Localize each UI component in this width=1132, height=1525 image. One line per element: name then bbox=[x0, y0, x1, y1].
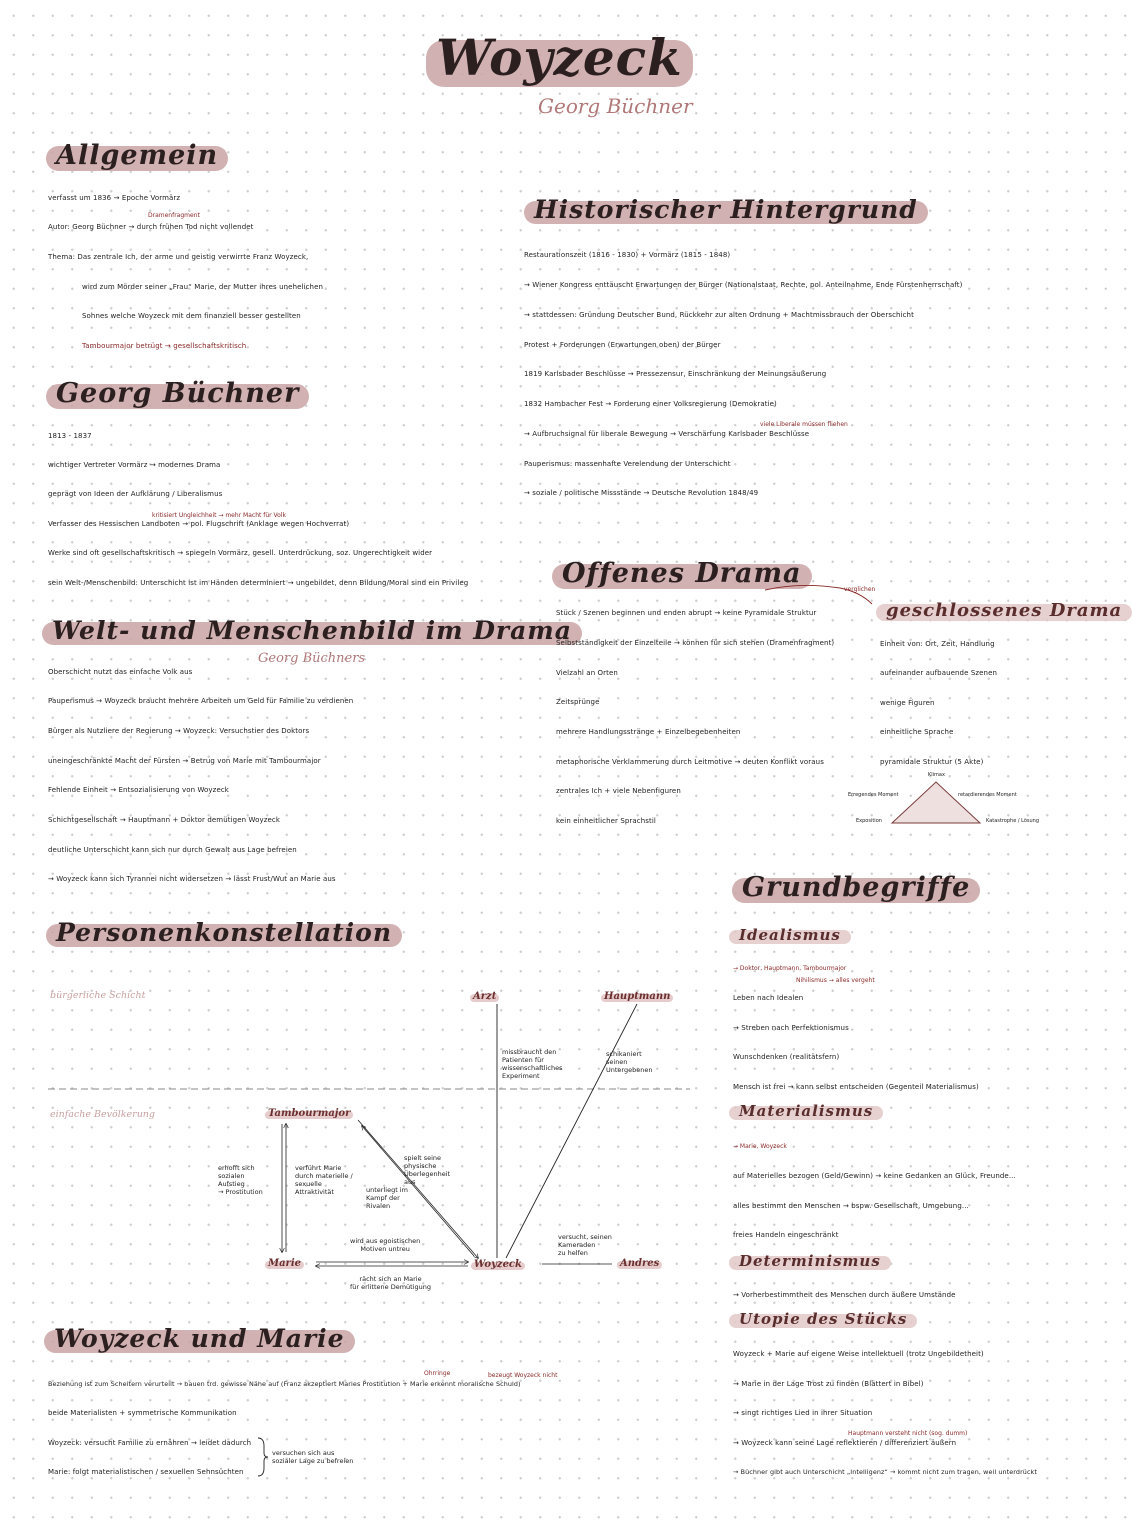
allgemein-line: Thema: Das zentrale Ich, der arme und geistig verwirrte Franz Woyzeck, bbox=[48, 253, 309, 261]
allgemein-line: Autor: Georg Büchner → durch frühen Tod nicht vollendet bbox=[48, 223, 254, 231]
note-verglichen: verglichen bbox=[844, 586, 876, 593]
pyramid-bottom-right-label: Katastrophe / Lösung bbox=[986, 818, 1040, 824]
idealismus-line: Leben nach Idealen bbox=[733, 994, 804, 1002]
historisch-line: 1819 Karlsbader Beschlüsse → Pressezensur, Einschränkung der Meinungsäußerung bbox=[524, 370, 827, 378]
node-woyzeck: Woyzeck bbox=[474, 1259, 522, 1270]
note-bezeugt: bezeugt Woyzeck nicht bbox=[488, 1372, 558, 1379]
label-missbraucht: missbraucht den Patienten für wissenschaftliches Experiment bbox=[502, 1048, 563, 1081]
note-dramenfragment: Dramenfragment bbox=[148, 212, 200, 219]
note-kritisiert: kritisiert Ungleichheit → mehr Macht für Volk bbox=[152, 512, 286, 519]
historisch-line: Pauperismus: massenhafte Verelendung der Unterschicht bbox=[524, 460, 731, 468]
heading-idealismus: Idealismus bbox=[733, 926, 847, 944]
utopie-line: → Woyzeck kann seine Lage reflektieren / differenziert äußern bbox=[733, 1439, 957, 1447]
allgemein-line: verfasst um 1836 → Epoche Vormärz bbox=[48, 194, 181, 202]
determinismus-line: → Vorherbestimmtheit des Menschen durch äußere Umstände bbox=[733, 1291, 956, 1299]
welt-line: uneingeschränkte Macht der Fürsten → Betrug von Marie mit Tambourmajor bbox=[48, 757, 321, 765]
welt-line: → Woyzeck kann sich Tyrannei nicht widersetzen → lässt Frust/Wut an Marie aus bbox=[48, 875, 336, 883]
idealismus-line: → Streben nach Perfektionismus bbox=[733, 1024, 849, 1032]
note-ohrringe: Ohrringe bbox=[424, 1370, 451, 1377]
label-raecht: rächt sich an Marie für erlittene Demütigung bbox=[350, 1275, 432, 1292]
offenes-line: zentrales Ich + viele Nebenfiguren bbox=[556, 787, 681, 795]
materialismus-line: freies Handeln eingeschränkt bbox=[733, 1231, 839, 1239]
allgemein-line: wird zum Mörder seiner „Frau“ Marie, der Mutter ihres unehelichen bbox=[82, 283, 324, 291]
geschlossenes-line: wenige Figuren bbox=[880, 699, 935, 707]
node-hauptmann: Hauptmann bbox=[604, 991, 671, 1002]
geschlossenes-line: pyramidale Struktur (5 Akte) bbox=[880, 758, 984, 766]
brace-note: versuchen sich aus sozialer Lage zu befreien bbox=[272, 1449, 354, 1466]
buechner-line: Werke sind oft gesellschaftskritisch → spiegeln Vormärz, gesell. Unterdrückung, soz. Ungerechtigkeit wider bbox=[48, 549, 433, 557]
historisch-line: → stattdessen: Gründung Deutscher Bund, Rückkehr zur alten Ordnung + Machtmissbrauch der Oberschicht bbox=[524, 311, 914, 319]
note-hauptmann: Hauptmann versteht nicht (sog. dumm) bbox=[848, 1430, 968, 1437]
materialismus-line: auf Materielles bezogen (Geld/Gewinn) → keine Gedanken an Glück, Freunde... bbox=[733, 1172, 1016, 1180]
offenes-line: mehrere Handlungsstränge + Einzelbegebenheiten bbox=[556, 728, 741, 736]
welt-line: Oberschicht nutzt das einfache Volk aus bbox=[48, 668, 193, 676]
geschlossenes-line: einheitliche Sprache bbox=[880, 728, 954, 736]
offenes-line: kein einheitlicher Sprachstil bbox=[556, 817, 656, 825]
label-erhofft: erhofft sich sozialen Aufstieg → Prostitution bbox=[218, 1164, 263, 1197]
heading-geschlossenes: geschlossenes Drama bbox=[880, 600, 1128, 621]
utopie-line: → Büchner gibt auch Unterschicht „Intelligenz“ → kommt nicht zum tragen, weil unterdrückt bbox=[733, 1468, 1037, 1476]
buechner-line: sein Welt-/Menschenbild: Unterschicht ist im Händen determiniert → ungebildet, denn Bildung/Moral sind ein Privileg bbox=[48, 579, 469, 587]
brace-mark bbox=[256, 1436, 270, 1478]
label-spielt: spielt seine physische Überlegenheit aus bbox=[404, 1154, 451, 1187]
idealismus-line: Mensch ist frei → kann selbst entscheiden (Gegenteil Materialismus) bbox=[733, 1083, 979, 1091]
welt-line: Fehlende Einheit → Entsozialisierung von Woyzeck bbox=[48, 786, 229, 794]
historisch-line: 1832 Hambacher Fest → Forderung einer Volksregierung (Demokratie) bbox=[524, 400, 777, 408]
historisch-line: Protest + Forderungen (Erwartungen oben) der Bürger bbox=[524, 341, 721, 349]
label-egoistisch: wird aus egoistischen Motiven untreu bbox=[350, 1237, 421, 1254]
heading-woyzeck-marie: Woyzeck und Marie bbox=[48, 1324, 351, 1353]
woyzeck-marie-line: Marie: folgt materialistischen / sexuellen Sehnsüchten bbox=[48, 1468, 244, 1476]
buechner-line: wichtiger Vertreter Vormärz → modernes Drama bbox=[48, 461, 221, 469]
pyramid-bottom-left-label: Exposition bbox=[856, 818, 882, 824]
stratum-buergerlich: bürgerliche Schicht bbox=[50, 990, 146, 1001]
pyramid-top-label: Klimax bbox=[928, 772, 945, 778]
welt-line: Schichtgesellschaft → Hauptmann + Doktor demütigen Woyzeck bbox=[48, 816, 280, 824]
stratum-einfach: einfache Bevölkerung bbox=[50, 1109, 156, 1120]
welt-line: Bürger als Nutzliere der Regierung → Woyzeck: Versuchstier des Doktors bbox=[48, 727, 310, 735]
page-title: Woyzeck bbox=[430, 28, 689, 87]
utopie-line: Woyzeck + Marie auf eigene Weise intellektuell (trotz Ungebildetheit) bbox=[733, 1350, 984, 1358]
offenes-line: Zeitsprünge bbox=[556, 698, 600, 706]
heading-determinismus: Determinismus bbox=[733, 1252, 887, 1270]
label-versucht: versucht, seinen Kameraden zu helfen bbox=[558, 1233, 612, 1258]
welt-line: deutliche Unterschicht kann sich nur durch Gewalt aus Lage befreien bbox=[48, 846, 297, 854]
heading-offenes: Offenes Drama bbox=[556, 558, 808, 589]
woyzeck-marie-line: Woyzeck: versucht Familie zu ernähren → leidet dadurch bbox=[48, 1439, 252, 1447]
geschlossenes-line: Einheit von: Ort, Zeit, Handlung bbox=[880, 640, 995, 648]
utopie-line: → Marie in der Lage Trost zu finden (Blättert in Bibel) bbox=[733, 1380, 924, 1388]
welt-signature: Georg Büchners bbox=[258, 651, 366, 666]
label-verfuehrt: verführt Marie durch materielle / sexuelle Attraktivität bbox=[295, 1164, 353, 1197]
heading-personen: Personenkonstellation bbox=[50, 918, 398, 947]
historisch-line: → soziale / politische Missstände → Deutsche Revolution 1848/49 bbox=[524, 489, 759, 497]
pyramid-left-label: Erregendes Moment bbox=[848, 792, 899, 798]
materialismus-red-1: → Marie, Woyzeck bbox=[733, 1143, 787, 1150]
heading-materialismus: Materialismus bbox=[733, 1102, 879, 1120]
idealismus-red-2: Nihilismus → alles vergeht bbox=[796, 977, 875, 984]
label-unterliegt: unterliegt im Kampf der Rivalen bbox=[366, 1186, 408, 1211]
welt-line: Pauperismus → Woyzeck braucht mehrere Arbeiten um Geld für Familie zu verdienen bbox=[48, 697, 354, 705]
node-marie: Marie bbox=[268, 1258, 301, 1269]
woyzeck-marie-line: Beziehung ist zum Scheitern verurteilt → bauen trd. gewisse Nähe auf (Franz akzeptiert Maries Prostitution + Marie erkennt moralische Schuld) bbox=[48, 1380, 521, 1388]
offenes-line: metaphorische Verklammerung durch Leitmotive → deuten Konflikt voraus bbox=[556, 758, 824, 766]
heading-historisch: Historischer Hintergrund bbox=[528, 195, 924, 224]
heading-welt: Welt- und Menschenbild im Drama bbox=[46, 616, 578, 645]
note-liberale: viele Liberale müssen fliehen bbox=[760, 421, 848, 428]
historisch-line: → Wiener Kongress enttäuscht Erwartungen der Bürger (Nationalstaat, Rechte, pol. Anteilnahme, Ende Fürstenherrschaft) bbox=[524, 281, 963, 289]
woyzeck-marie-line: beide Materialisten + symmetrische Kommunikation bbox=[48, 1409, 237, 1417]
offenes-line: Vielzahl an Orten bbox=[556, 669, 618, 677]
node-arzt: Arzt bbox=[473, 991, 497, 1002]
node-tambourmajor: Tambourmajor bbox=[268, 1108, 351, 1119]
allgemein-line: Tambourmajor betrügt → gesellschaftskritisch bbox=[82, 342, 247, 350]
heading-grundbegriffe: Grundbegriffe bbox=[736, 872, 976, 903]
label-schikaniert: schikaniert seinen Untergebenen bbox=[606, 1050, 653, 1075]
historisch-line: Restaurationszeit (1816 - 1830) + Vormärz (1815 - 1848) bbox=[524, 251, 731, 259]
pyramid-right-label: retardierendes Moment bbox=[958, 792, 1017, 798]
utopie-line: → singt richtiges Lied in ihrer Situation bbox=[733, 1409, 873, 1417]
allgemein-line: Sohnes welche Woyzeck mit dem finanziell besser gestellten bbox=[82, 312, 301, 320]
idealismus-red-1: → Doktor, Hauptmann, Tambourmajor bbox=[733, 965, 847, 972]
buechner-line: geprägt von Ideen der Aufklärung / Liberalismus bbox=[48, 490, 223, 498]
heading-buechner: Georg Büchner bbox=[50, 378, 305, 409]
offenes-line: Stück / Szenen beginnen und enden abrupt → keine Pyramidale Struktur bbox=[556, 609, 817, 617]
heading-allgemein: Allgemein bbox=[50, 140, 224, 171]
historisch-line: → Aufbruchsignal für liberale Bewegung → Verschärfung Karlsbader Beschlüsse bbox=[524, 430, 810, 438]
buechner-line: Verfasser des Hessischen Landboten → pol. Flugschrift (Anklage wegen Hochverrat) bbox=[48, 520, 350, 528]
author-signature: Georg Büchner bbox=[538, 94, 693, 118]
idealismus-line: Wunschdenken (realitätsfern) bbox=[733, 1053, 840, 1061]
geschlossenes-line: aufeinander aufbauende Szenen bbox=[880, 669, 998, 677]
materialismus-line: alles bestimmt den Menschen → bspw. Gesellschaft, Umgebung... bbox=[733, 1202, 969, 1210]
node-andres: Andres bbox=[620, 1258, 660, 1269]
heading-utopie: Utopie des Stücks bbox=[733, 1310, 913, 1328]
offenes-line: Selbstständigkeit der Einzelteile → können für sich stehen (Dramenfragment) bbox=[556, 639, 835, 647]
buechner-line: 1813 - 1837 bbox=[48, 432, 92, 440]
